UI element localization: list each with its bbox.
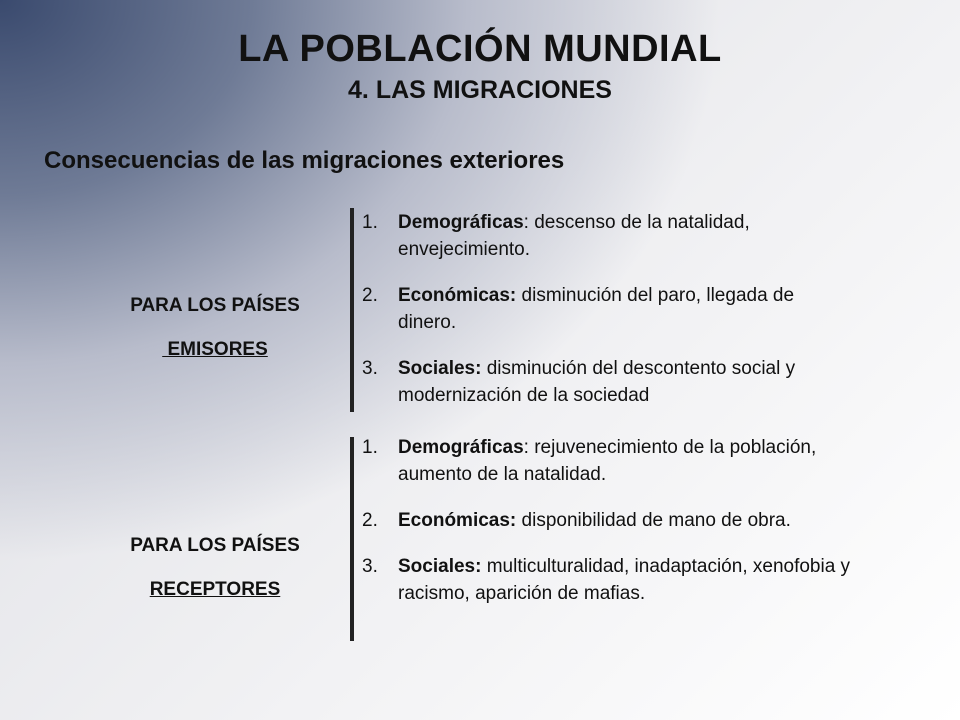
list-item [362,355,852,409]
item-text: : rejuvenecimiento de la población, aumento de la natalidad. [398,437,817,485]
item-number: 1. [362,437,378,458]
list-item [362,282,852,336]
item-text: disponibilidad de mano de obra. [516,510,791,531]
emisores-list [362,209,852,428]
item-text: multiculturalidad, inadaptación, xenofobia y racismo, aparición de mafias. [398,556,851,604]
receptores-list [362,434,852,626]
receptores-bracket [350,437,354,641]
item-number: 3. [362,358,378,379]
receptores-label-line1: PARA LOS PAÍSES [130,535,300,556]
item-number: 2. [362,510,378,531]
item-term: Económicas: [398,510,517,531]
slide-title: LA POBLACIÓN MUNDIAL [238,28,722,70]
list-item [362,507,852,534]
item-term: Demográficas [398,437,524,458]
item-text: disminución del descontento social y modernización de la sociedad [398,358,796,406]
item-term: Económicas: [398,285,517,306]
receptores-label [70,524,360,612]
receptores-label-line2: RECEPTORES [149,579,281,600]
list-item [362,434,852,488]
slide-subtitle: 4. LAS MIGRACIONES [348,76,612,104]
item-term: Demográficas [398,212,524,233]
emisores-label-line2: EMISORES [162,339,268,360]
emisores-label-line1: PARA LOS PAÍSES [130,295,300,316]
item-number: 3. [362,556,378,577]
section-heading: Consecuencias de las migraciones exteriores [44,147,565,174]
item-text: : descenso de la natalidad, envejecimiento. [398,212,750,260]
item-text: disminución del paro, llegada de dinero. [398,285,795,333]
emisores-bracket [350,208,354,412]
list-item [362,553,852,607]
item-term: Sociales: [398,358,482,379]
item-number: 1. [362,212,378,233]
list-item [362,209,852,263]
emisores-label [70,284,360,372]
item-number: 2. [362,285,378,306]
item-term: Sociales: [398,556,482,577]
